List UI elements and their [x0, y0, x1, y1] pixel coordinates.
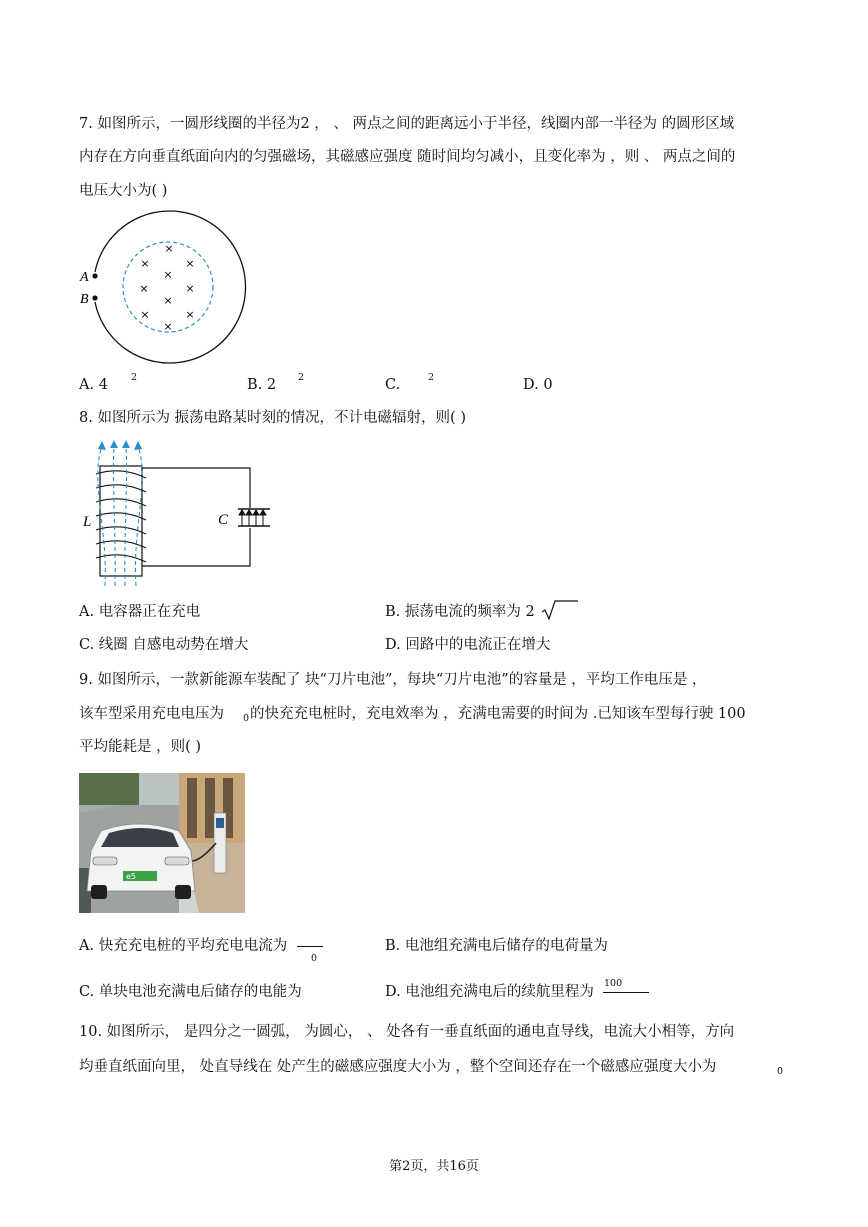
q9-option-a-fraction-bar — [297, 946, 323, 947]
q9-stem-line-2b: 的快充充电桩时，充电效率为 ，充满电需要的时间为 .已知该车型每行驶 100 — [250, 706, 746, 722]
q8-stem-line-1: 8. 如图所示为 振荡电路某时刻的情况，不计电磁辐射，则( ) — [79, 410, 466, 426]
q9-stem-line-1: 9. 如图所示，一款新能源车装配了 块“刀片电池”，每块“刀片电池”的容量是 ，平均工作电压是 ， — [79, 672, 707, 688]
q7-stem-line-1: 7. 如图所示，一圆形线圈的半径为2 ， 、 两点之间的距离远小于半径，线圈内部一半径为 的圆形区域 — [79, 116, 735, 132]
q7-option-a-sup: 2 — [131, 372, 138, 383]
field-cross: × — [163, 294, 173, 307]
field-cross: × — [163, 268, 173, 281]
sqrt-symbol — [541, 599, 579, 621]
inductor-label: L — [83, 514, 92, 530]
q8-lc-circuit-figure — [80, 440, 280, 588]
plate-text: e5 — [126, 872, 137, 881]
electric-car-photo — [79, 773, 245, 913]
field-cross: × — [185, 308, 195, 321]
point-b-label: B — [80, 292, 89, 307]
field-cross: × — [140, 257, 150, 270]
q9-option-d-fraction-bar — [603, 992, 649, 993]
point-a-marker — [92, 273, 97, 278]
q10-stem-line-2: 均垂直纸面向里， 处直导线在 处产生的磁感应强度大小为 ，整个空间还存在一个磁感应强度大小为 — [79, 1059, 717, 1075]
q7-stem-line-3: 电压大小为( ) — [79, 183, 168, 199]
q7-option-b-sup: 2 — [298, 372, 305, 383]
q10-stem-line-1: 10. 如图所示， 是四分之一圆弧， 为圆心， 、 处各有一垂直纸面的通电直导线，电流大小相等，方向 — [79, 1024, 735, 1040]
capacitor-label: C — [218, 512, 229, 528]
page-footer: 第2页，共16页 — [389, 1159, 479, 1174]
q9-option-a: A. 快充充电桩的平均充电电流为 — [79, 938, 288, 954]
q7-option-c-sup: 2 — [428, 372, 435, 383]
field-cross: × — [140, 308, 150, 321]
q9-voltage-subscript: 0 — [243, 713, 250, 724]
q9-option-d: D. 电池组充满电后的续航里程为 — [385, 984, 594, 1000]
field-cross: × — [185, 282, 195, 295]
q8-option-d: D. 回路中的电流正在增大 — [385, 637, 551, 653]
point-a-label: A — [80, 270, 89, 285]
q9-option-b: B. 电池组充满电后储存的电荷量为 — [385, 938, 608, 954]
q9-option-a-denominator: 0 — [311, 953, 318, 964]
q7-option-d: D. 0 — [523, 377, 553, 393]
q7-option-b: B. 2 — [247, 377, 277, 393]
field-cross: × — [164, 242, 174, 255]
point-b-marker — [92, 295, 97, 300]
q8-option-c: C. 线圈 自感电动势在增大 — [79, 637, 249, 653]
q9-option-c: C. 单块电池充满电后储存的电能为 — [79, 984, 302, 1000]
field-cross: × — [163, 320, 173, 333]
field-cross: × — [139, 282, 149, 295]
q9-stem-line-3: 平均能耗是 ，则( ) — [79, 739, 202, 755]
q7-option-a: A. 4 — [79, 377, 108, 393]
q10-field-subscript: 0 — [777, 1066, 784, 1077]
q7-stem-line-2: 内存在方向垂直纸面向内的匀强磁场，其磁感应强度 随时间均匀减小，且变化率为 ，则 、 两点之间的 — [79, 149, 736, 165]
q7-option-c: C. — [385, 377, 401, 393]
q7-coil-figure — [79, 210, 249, 370]
field-cross: × — [185, 257, 195, 270]
q9-stem-line-2a: 该车型采用充电电压为 — [79, 706, 224, 722]
q8-option-a: A. 电容器正在充电 — [79, 604, 201, 620]
q9-option-d-numerator: 100 — [604, 978, 623, 989]
q8-option-b: B. 振荡电流的频率为 2 — [385, 604, 535, 620]
